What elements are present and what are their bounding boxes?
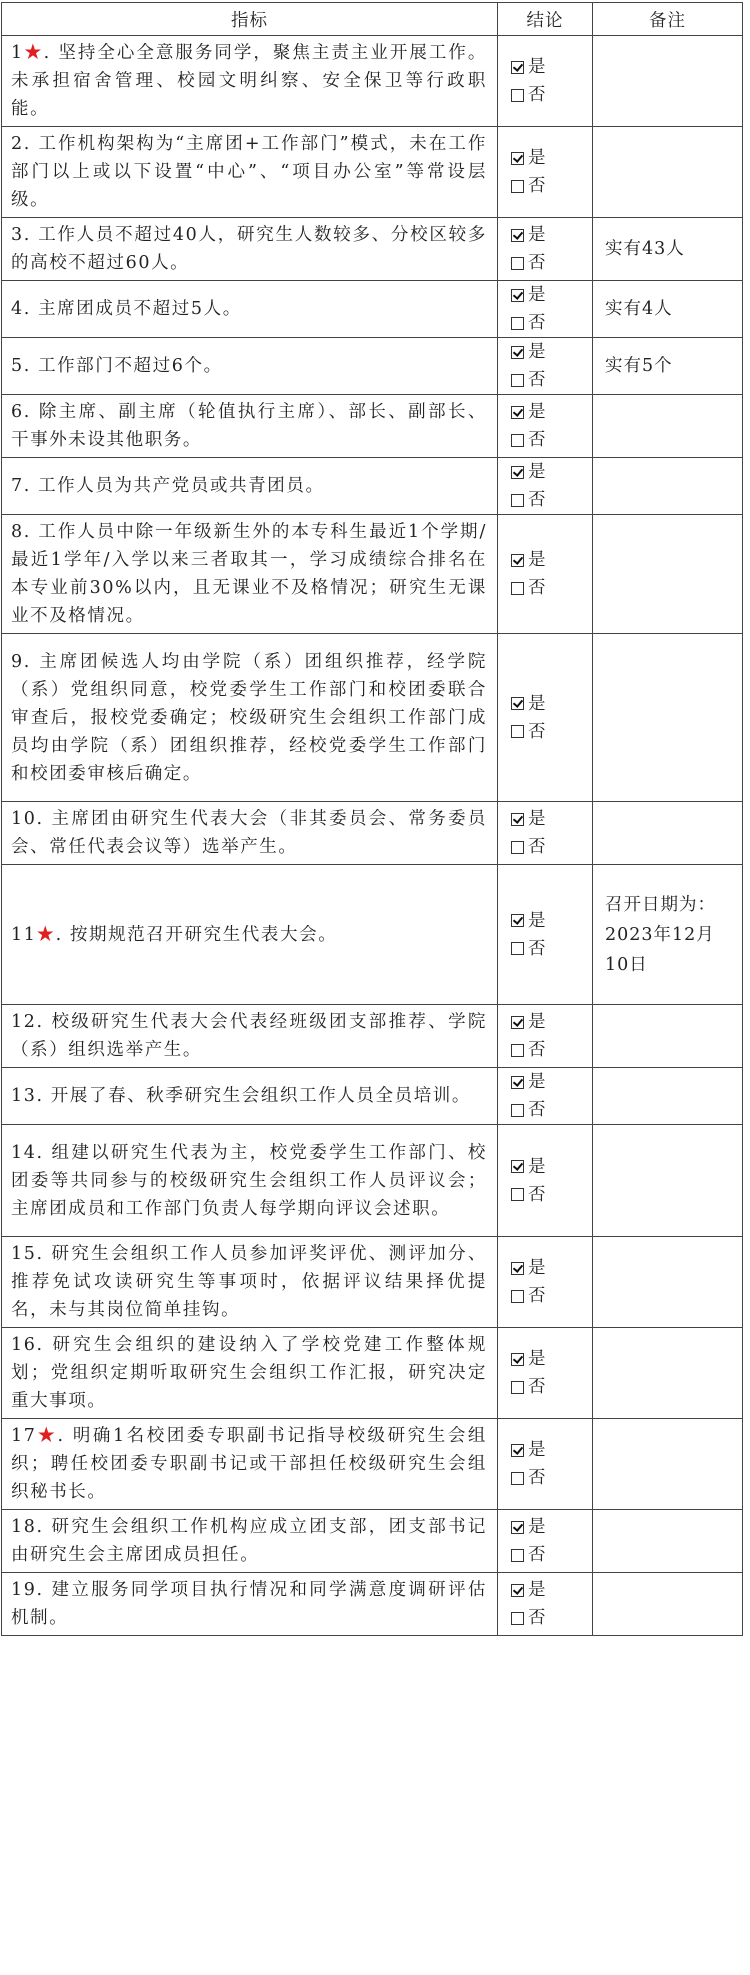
option-no-label: 否 bbox=[528, 370, 546, 390]
checkbox-no-icon[interactable] bbox=[511, 942, 524, 955]
indicator-separator: . bbox=[43, 43, 59, 63]
option-no-label: 否 bbox=[528, 176, 546, 196]
option-yes[interactable] bbox=[511, 1436, 592, 1464]
remark-cell bbox=[593, 1573, 743, 1636]
table-row bbox=[2, 634, 743, 802]
indicator-text: 按期规范召开研究生代表大会。 bbox=[69, 924, 338, 945]
indicator-cell bbox=[2, 1510, 498, 1573]
remark-cell bbox=[593, 127, 743, 218]
indicator-text: 工作人员不超过40人，研究生人数较多、分校区较多的高校不超过60人。 bbox=[11, 225, 487, 273]
indicator-cell bbox=[2, 458, 498, 515]
key-indicator-star-icon: ★ bbox=[36, 1426, 58, 1446]
conclusion-cell bbox=[498, 458, 593, 515]
remark-cell bbox=[593, 515, 743, 634]
indicator-text: 主席团成员不超过5人。 bbox=[38, 299, 242, 319]
option-no-label: 否 bbox=[528, 938, 546, 959]
conclusion-cell bbox=[498, 515, 593, 634]
option-no[interactable] bbox=[511, 935, 592, 963]
remark-cell bbox=[593, 1510, 743, 1573]
option-yes-label: 是 bbox=[528, 285, 546, 305]
option-yes[interactable] bbox=[511, 144, 592, 172]
option-yes-label: 是 bbox=[528, 225, 546, 245]
option-yes[interactable] bbox=[511, 53, 592, 81]
indicator-text: 建立服务同学项目执行情况和同学满意度调研评估机制。 bbox=[11, 1580, 488, 1628]
remark-cell bbox=[593, 1005, 743, 1068]
conclusion-cell bbox=[498, 1125, 593, 1237]
option-no-label: 否 bbox=[528, 313, 546, 333]
indicator-separator: . bbox=[57, 1426, 73, 1446]
indicator-number: 13 bbox=[11, 1086, 37, 1106]
option-yes-label: 是 bbox=[528, 550, 546, 570]
option-yes-label: 是 bbox=[528, 57, 546, 77]
option-yes-label: 是 bbox=[528, 342, 546, 362]
option-yes[interactable] bbox=[511, 690, 592, 718]
indicator-cell bbox=[2, 36, 498, 127]
indicator-number: 10 bbox=[11, 809, 37, 829]
indicator-separator: . bbox=[36, 1012, 52, 1032]
indicator-separator: . bbox=[36, 1086, 51, 1106]
checkbox-yes-icon[interactable] bbox=[511, 1076, 524, 1089]
remark-cell: 召开日期为：2023年12月10日 bbox=[593, 865, 743, 1005]
remark-cell bbox=[593, 1125, 743, 1237]
checkbox-no-icon[interactable] bbox=[511, 374, 524, 387]
indicator-text: 组建以研究生代表为主，校党委学生工作部门、校团委等共同参与的校级研究生会组织工作人员评议会；主席团成员和工作部门负责人每学期向评议会述职。 bbox=[11, 1142, 488, 1219]
indicator-text: 研究生会组织的建设纳入了学校党建工作整体规划；党组织定期听取研究生会组织工作汇报，研究决定重大事项。 bbox=[11, 1335, 487, 1411]
option-yes[interactable] bbox=[511, 1008, 592, 1036]
option-yes[interactable] bbox=[511, 1576, 592, 1604]
indicator-cell bbox=[2, 218, 498, 281]
checkbox-yes-icon[interactable] bbox=[511, 1160, 524, 1173]
checkbox-yes-icon[interactable] bbox=[511, 406, 524, 419]
option-no-label: 否 bbox=[528, 430, 546, 450]
option-yes-label: 是 bbox=[528, 910, 546, 931]
indicator-text: 研究生会组织工作机构应成立团支部，团支部书记由研究生会主席团成员担任。 bbox=[11, 1517, 488, 1565]
table-row bbox=[2, 1419, 743, 1510]
option-yes-label: 是 bbox=[528, 1012, 546, 1032]
checkbox-yes-icon[interactable] bbox=[511, 466, 524, 479]
conclusion-cell bbox=[498, 395, 593, 458]
table-row bbox=[2, 458, 743, 515]
option-no[interactable] bbox=[511, 1604, 592, 1632]
option-yes-label: 是 bbox=[528, 1072, 546, 1092]
table-row bbox=[2, 395, 743, 458]
checkbox-no-icon[interactable] bbox=[511, 1104, 524, 1117]
indicator-text: 主席团由研究生代表大会（非其委员会、常务委员会、常任代表会议等）选举产生。 bbox=[11, 809, 488, 857]
remark-cell bbox=[593, 458, 743, 515]
indicator-text: 工作部门不超过6个。 bbox=[38, 356, 223, 376]
indicator-cell bbox=[2, 1005, 498, 1068]
option-no-label: 否 bbox=[528, 1545, 546, 1565]
table-row bbox=[2, 865, 743, 1005]
table-row bbox=[2, 1005, 743, 1068]
option-no-label: 否 bbox=[528, 1040, 546, 1060]
checkbox-no-icon[interactable] bbox=[511, 1290, 524, 1303]
checkbox-no-icon[interactable] bbox=[511, 1472, 524, 1485]
indicator-text: 工作人员中除一年级新生外的本专科生最近1个学期/最近1学年/入学以来三者取其一，学习成绩综合排名在本专业前30%以内，且无课业不及格情况；研究生无课业不及格情况。 bbox=[11, 522, 487, 626]
indicator-number: 4 bbox=[11, 299, 24, 319]
indicator-cell bbox=[2, 1125, 498, 1237]
option-no[interactable] bbox=[511, 249, 592, 277]
indicator-cell bbox=[2, 634, 498, 802]
indicator-cell bbox=[2, 127, 498, 218]
option-yes-label: 是 bbox=[528, 1580, 546, 1600]
conclusion-cell bbox=[498, 127, 593, 218]
conclusion-cell bbox=[498, 281, 593, 338]
indicator-separator: . bbox=[36, 1335, 53, 1355]
indicator-number: 16 bbox=[11, 1335, 37, 1355]
checkbox-no-icon[interactable] bbox=[511, 1044, 524, 1057]
remark-cell bbox=[593, 36, 743, 127]
indicator-text: 研究生会组织工作人员参加评奖评优、测评加分、推荐免试攻读研究生等事项时，依据评议结果择优提名，未与其岗位简单挂钩。 bbox=[11, 1244, 488, 1320]
indicator-separator: . bbox=[23, 134, 39, 154]
checkbox-no-icon[interactable] bbox=[511, 1188, 524, 1201]
conclusion-cell bbox=[498, 36, 593, 127]
option-no[interactable] bbox=[511, 1036, 592, 1064]
remark-cell bbox=[593, 1328, 743, 1419]
option-no[interactable] bbox=[511, 833, 592, 861]
indicator-number: 11 bbox=[11, 924, 37, 945]
indicator-number: 14 bbox=[11, 1142, 37, 1163]
header-remark: 备注 bbox=[593, 3, 743, 36]
indicator-separator: . bbox=[23, 522, 39, 542]
indicator-cell bbox=[2, 395, 498, 458]
option-no[interactable] bbox=[511, 1282, 592, 1310]
indicator-cell bbox=[2, 1419, 498, 1510]
option-yes[interactable] bbox=[511, 907, 592, 935]
remark-cell bbox=[593, 802, 743, 865]
indicator-number: 17 bbox=[11, 1426, 37, 1446]
checkbox-no-icon[interactable] bbox=[511, 89, 524, 102]
indicator-text: 工作机构架构为“主席团+工作部门”模式，未在工作部门以上或以下设置“中心”、“项目办公室”等常设层级。 bbox=[11, 134, 487, 210]
remark-cell bbox=[593, 1419, 743, 1510]
indicator-number: 1 bbox=[11, 43, 24, 63]
option-yes[interactable] bbox=[511, 546, 592, 574]
option-yes[interactable] bbox=[511, 458, 592, 486]
indicator-text: 明确1名校团委专职副书记指导校级研究生会组织；聘任校团委专职副书记或干部担任校级研究生会组织秘书长。 bbox=[11, 1426, 488, 1502]
option-no[interactable] bbox=[511, 1373, 592, 1401]
key-indicator-star-icon: ★ bbox=[36, 924, 56, 945]
conclusion-cell bbox=[498, 338, 593, 395]
option-yes[interactable] bbox=[511, 1345, 592, 1373]
option-yes[interactable] bbox=[511, 805, 592, 833]
checkbox-yes-icon[interactable] bbox=[511, 152, 524, 165]
remark-cell bbox=[593, 634, 743, 802]
checkbox-yes-icon[interactable] bbox=[511, 697, 524, 710]
option-no-label: 否 bbox=[528, 578, 546, 598]
checkbox-no-icon[interactable] bbox=[511, 1381, 524, 1394]
conclusion-cell bbox=[498, 865, 593, 1005]
remark-cell: 实有43人 bbox=[593, 218, 743, 281]
option-no[interactable] bbox=[511, 574, 592, 602]
table-row bbox=[2, 36, 743, 127]
checkbox-no-icon[interactable] bbox=[511, 1549, 524, 1562]
option-yes[interactable] bbox=[511, 281, 592, 309]
indicator-number: 18 bbox=[11, 1517, 37, 1537]
indicator-text: 工作人员为共产党员或共青团员。 bbox=[38, 476, 325, 496]
option-yes-label: 是 bbox=[528, 402, 546, 422]
option-yes[interactable] bbox=[511, 1254, 592, 1282]
option-yes[interactable] bbox=[511, 221, 592, 249]
option-yes-label: 是 bbox=[528, 809, 546, 829]
indicator-number: 3 bbox=[11, 225, 24, 245]
table-row bbox=[2, 1573, 743, 1636]
option-no[interactable] bbox=[511, 718, 592, 746]
option-no[interactable] bbox=[511, 172, 592, 200]
indicator-text: 主席团候选人均由学院（系）团组织推荐，经学院（系）党组织同意，校党委学生工作部门和校团委联合审查后，报校党委确定；校级研究生会组织工作部门成员均由学院（系）团组织推荐，经校党委学生工作部门和校团委审核后确定。 bbox=[11, 651, 488, 784]
checklist-table bbox=[1, 2, 743, 1636]
conclusion-cell bbox=[498, 1419, 593, 1510]
checkbox-no-icon[interactable] bbox=[511, 725, 524, 738]
indicator-separator: . bbox=[23, 476, 39, 496]
remark-cell bbox=[593, 395, 743, 458]
indicator-separator: . bbox=[23, 299, 39, 319]
checkbox-no-icon[interactable] bbox=[511, 582, 524, 595]
option-yes-label: 是 bbox=[528, 148, 546, 168]
option-yes-label: 是 bbox=[528, 1156, 546, 1177]
checkbox-yes-icon[interactable] bbox=[511, 289, 524, 302]
option-no-label: 否 bbox=[528, 490, 546, 510]
table-row bbox=[2, 1068, 743, 1125]
conclusion-cell bbox=[498, 218, 593, 281]
option-yes[interactable] bbox=[511, 398, 592, 426]
indicator-separator: . bbox=[55, 924, 70, 945]
table-row bbox=[2, 218, 743, 281]
indicator-cell bbox=[2, 281, 498, 338]
option-no[interactable] bbox=[511, 366, 592, 394]
checkbox-yes-icon[interactable] bbox=[511, 346, 524, 359]
option-no-label: 否 bbox=[528, 1608, 546, 1628]
checkbox-yes-icon[interactable] bbox=[511, 813, 524, 826]
checkbox-yes-icon[interactable] bbox=[511, 1584, 524, 1597]
option-no-label: 否 bbox=[528, 1184, 546, 1205]
checkbox-yes-icon[interactable] bbox=[511, 1016, 524, 1029]
remark-cell bbox=[593, 1237, 743, 1328]
option-yes-label: 是 bbox=[528, 1258, 546, 1278]
checkbox-yes-icon[interactable] bbox=[511, 1444, 524, 1457]
indicator-number: 7 bbox=[11, 476, 24, 496]
checkbox-no-icon[interactable] bbox=[511, 317, 524, 330]
indicator-cell bbox=[2, 865, 498, 1005]
checkbox-yes-icon[interactable] bbox=[511, 229, 524, 242]
option-no[interactable] bbox=[511, 1181, 592, 1209]
option-yes-label: 是 bbox=[528, 1440, 546, 1460]
option-yes[interactable] bbox=[511, 338, 592, 366]
header-conclusion: 结论 bbox=[498, 3, 593, 36]
option-no-label: 否 bbox=[528, 721, 546, 742]
indicator-separator: . bbox=[36, 1580, 52, 1600]
remark-cell: 实有4人 bbox=[593, 281, 743, 338]
option-yes-label: 是 bbox=[528, 1349, 546, 1369]
indicator-number: 12 bbox=[11, 1012, 37, 1032]
indicator-separator: . bbox=[36, 809, 52, 829]
option-no[interactable] bbox=[511, 426, 592, 454]
indicator-text: 除主席、副主席（轮值执行主席）、部长、副部长、干事外未设其他职务。 bbox=[11, 402, 487, 450]
checkbox-no-icon[interactable] bbox=[511, 841, 524, 854]
header-row bbox=[2, 3, 743, 36]
indicator-cell bbox=[2, 1237, 498, 1328]
table-row bbox=[2, 281, 743, 338]
indicator-text: 开展了春、秋季研究生会组织工作人员全员培训。 bbox=[50, 1086, 471, 1106]
table-row bbox=[2, 338, 743, 395]
checkbox-yes-icon[interactable] bbox=[511, 1262, 524, 1275]
indicator-number: 15 bbox=[11, 1244, 37, 1264]
option-no[interactable] bbox=[511, 309, 592, 337]
table-row bbox=[2, 802, 743, 865]
checkbox-no-icon[interactable] bbox=[511, 434, 524, 447]
table-row bbox=[2, 1510, 743, 1573]
option-yes[interactable] bbox=[511, 1068, 592, 1096]
option-yes[interactable] bbox=[511, 1153, 592, 1181]
conclusion-cell bbox=[498, 634, 593, 802]
option-no-label: 否 bbox=[528, 253, 546, 273]
option-no[interactable] bbox=[511, 1464, 592, 1492]
indicator-number: 8 bbox=[11, 522, 24, 542]
option-no-label: 否 bbox=[528, 837, 546, 857]
key-indicator-star-icon: ★ bbox=[23, 43, 44, 63]
indicator-cell bbox=[2, 1068, 498, 1125]
conclusion-cell bbox=[498, 1068, 593, 1125]
conclusion-cell bbox=[498, 1510, 593, 1573]
conclusion-cell bbox=[498, 1237, 593, 1328]
option-yes[interactable] bbox=[511, 1513, 592, 1541]
indicator-cell bbox=[2, 802, 498, 865]
conclusion-cell bbox=[498, 1005, 593, 1068]
indicator-cell bbox=[2, 1328, 498, 1419]
option-yes-label: 是 bbox=[528, 693, 546, 714]
checkbox-yes-icon[interactable] bbox=[511, 1521, 524, 1534]
indicator-separator: . bbox=[23, 651, 40, 672]
option-no[interactable] bbox=[511, 486, 592, 514]
checkbox-yes-icon[interactable] bbox=[511, 1353, 524, 1366]
option-no-label: 否 bbox=[528, 1468, 546, 1488]
checkbox-yes-icon[interactable] bbox=[511, 554, 524, 567]
option-no-label: 否 bbox=[528, 1100, 546, 1120]
indicator-cell bbox=[2, 515, 498, 634]
option-no[interactable] bbox=[511, 1096, 592, 1124]
checkbox-no-icon[interactable] bbox=[511, 257, 524, 270]
indicator-number: 2 bbox=[11, 134, 24, 154]
indicator-separator: . bbox=[23, 225, 39, 245]
checkbox-no-icon[interactable] bbox=[511, 1612, 524, 1625]
indicator-number: 19 bbox=[11, 1580, 37, 1600]
remark-cell bbox=[593, 1068, 743, 1125]
option-no-label: 否 bbox=[528, 1286, 546, 1306]
option-yes-label: 是 bbox=[528, 462, 546, 482]
option-no-label: 否 bbox=[528, 85, 546, 105]
indicator-separator: . bbox=[36, 1142, 52, 1163]
indicator-text: 校级研究生代表大会代表经班级团支部推荐、学院（系）组织选举产生。 bbox=[11, 1012, 488, 1060]
checkbox-no-icon[interactable] bbox=[511, 494, 524, 507]
checkbox-yes-icon[interactable] bbox=[511, 61, 524, 74]
indicator-cell bbox=[2, 338, 498, 395]
option-no-label: 否 bbox=[528, 1377, 546, 1397]
indicator-number: 6 bbox=[11, 402, 24, 422]
indicator-text: 坚持全心全意服务同学，聚焦主责主业开展工作。未承担宿舍管理、校园文明纠察、安全保卫等行政职能。 bbox=[11, 43, 487, 119]
conclusion-cell bbox=[498, 1573, 593, 1636]
option-yes-label: 是 bbox=[528, 1517, 546, 1537]
indicator-number: 5 bbox=[11, 356, 24, 376]
indicator-separator: . bbox=[23, 356, 39, 376]
header-indicator: 指标 bbox=[2, 3, 498, 36]
option-no[interactable] bbox=[511, 81, 592, 109]
table-row bbox=[2, 1237, 743, 1328]
indicator-separator: . bbox=[23, 402, 39, 422]
checkbox-yes-icon[interactable] bbox=[511, 914, 524, 927]
indicator-separator: . bbox=[36, 1517, 52, 1537]
option-no[interactable] bbox=[511, 1541, 592, 1569]
conclusion-cell bbox=[498, 1328, 593, 1419]
table-row bbox=[2, 515, 743, 634]
table-row bbox=[2, 1328, 743, 1419]
table-body bbox=[2, 36, 743, 1636]
indicator-cell bbox=[2, 1573, 498, 1636]
indicator-number: 9 bbox=[11, 651, 24, 672]
table-row bbox=[2, 1125, 743, 1237]
table-row bbox=[2, 127, 743, 218]
checkbox-no-icon[interactable] bbox=[511, 180, 524, 193]
conclusion-cell bbox=[498, 802, 593, 865]
remark-cell: 实有5个 bbox=[593, 338, 743, 395]
indicator-separator: . bbox=[36, 1244, 52, 1264]
